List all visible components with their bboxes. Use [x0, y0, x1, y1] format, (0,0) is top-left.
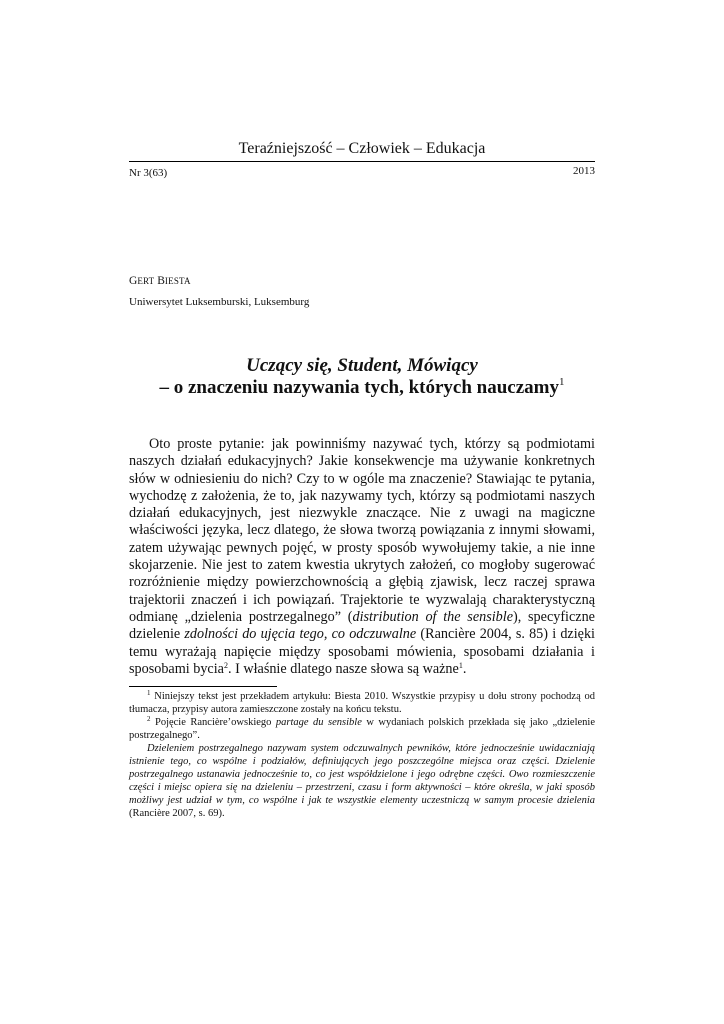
footnote-mark: 1 [147, 689, 151, 697]
author-last-initial: B [157, 275, 165, 287]
body-paragraph [129, 436, 595, 678]
author-first-initial: G [129, 275, 138, 287]
footnote-2 [129, 716, 595, 742]
footnote-divider [129, 686, 277, 687]
author-name [129, 274, 191, 288]
body-text-part: . [462, 660, 467, 677]
body-italic-term: zdolności do ujęcia tego, co odczuwalne [184, 626, 417, 643]
body-italic-term: distribution of the sensible [352, 608, 514, 625]
author-last-rest: IESTA [164, 276, 191, 286]
footnote-quote [129, 742, 595, 820]
footnotes [129, 690, 595, 820]
article-title-line2-text: – o znaczeniu nazywania tych, których nauczamy [159, 377, 559, 398]
footnote-1 [129, 690, 595, 716]
journal-title: Teraźniejszość – Człowiek – Edukacja [238, 140, 486, 157]
article-title-line1: Uczący się, Student, Mówiący [246, 355, 478, 376]
footnote-mark: 2 [147, 715, 151, 723]
body-text-part: ), specyficzne dzielenie [129, 608, 595, 643]
article-title [129, 355, 595, 399]
body-text-part: Oto proste pytanie: jak powinniśmy nazywać tych, którzy są podmiotami naszych działań edukacyjnych? Jakie konsekwencje ma używanie konkretnych słów w odniesieniu do nich? Czy to w ogóle ma znaczenie? Stawiając te pytania, wychodzę z założenia, że to, jak nazywamy tych, którzy są podmiotami naszych działań edukacyjnych, jest niezwykle znaczące. Nie z uwagi na magiczne właściwości języka, lecz dlatego, że słowa tworzą powiązania z innymi słowami, zatem używając pewnych pojęć, w prosty sposób wywołujemy takie, a nie inne skojarzenie. Nie jest to zatem kwestia ukrytych założeń, co mogłoby sugerować rozróżnienie między powierzchownością a głębią zjawisk, lecz raczej sprawa trajektorii znaczeń i ich powiązań. Trajektorie te wyzwalają charakterystyczną odmianę „dzielenia postrzegalnego” ( [129, 436, 595, 625]
quote-text: Dzieleniem postrzegalnego nazywam system odczuwalnych pewników, które jednocześnie uwidaczniają istnienie tego, co wspólne i podziałów, definiujących jego poszczególne miejsca oraz części. Dzielenie postrzegalnego ustanawia jednocześnie to, co jest współdzielone i jego odrębne części. Owo rozmieszczenie części i miejsc opiera się na dzieleniu – przestrzeni, czasu i form aktywności – które określa, w jaki sposób możliwy jest udział w tym, co wspólne i jak te wszystkie elementy uczestniczą w samym procesie dzielenia [129, 743, 595, 806]
footnote-ref[interactable]: 2 [223, 660, 228, 670]
issue-year: 2013 [573, 165, 595, 177]
header-divider [129, 161, 595, 162]
footnote-text: Pojęcie Rancière’owskiego [150, 717, 276, 728]
title-footnote-mark[interactable]: 1 [559, 376, 565, 388]
footnote-ref[interactable]: 1 [458, 660, 463, 670]
author-affiliation: Uniwersytet Luksemburski, Luksemburg [129, 296, 310, 308]
footnote-text: Niniejszy tekst jest przekładem artykułu: Biesta 2010. Wszystkie przypisy u dołu strony pochodzą od tłumacza, przypisy autora zamieszczone zostały na końcu tekstu. [129, 691, 595, 715]
issue-number: Nr 3(63) [129, 167, 168, 179]
footnote-text: w wydaniach polskich przekłada się jako „dzielenie postrzegalnego”. [129, 717, 595, 741]
article-title-line2 [129, 377, 595, 399]
body-text-part: . I właśnie dlatego nasze słowa są ważne [227, 660, 459, 677]
quote-citation: (Rancière 2007, s. 69). [129, 808, 225, 819]
footnote-italic-term: partage du sensible [275, 717, 362, 728]
body-text-part: (Rancière 2004, s. 85) i dzięki temu wyrażają napięcie między sposobami mówienia, sposobami działania i sposobami bycia [129, 626, 595, 677]
author-first-rest: ERT [137, 276, 155, 286]
